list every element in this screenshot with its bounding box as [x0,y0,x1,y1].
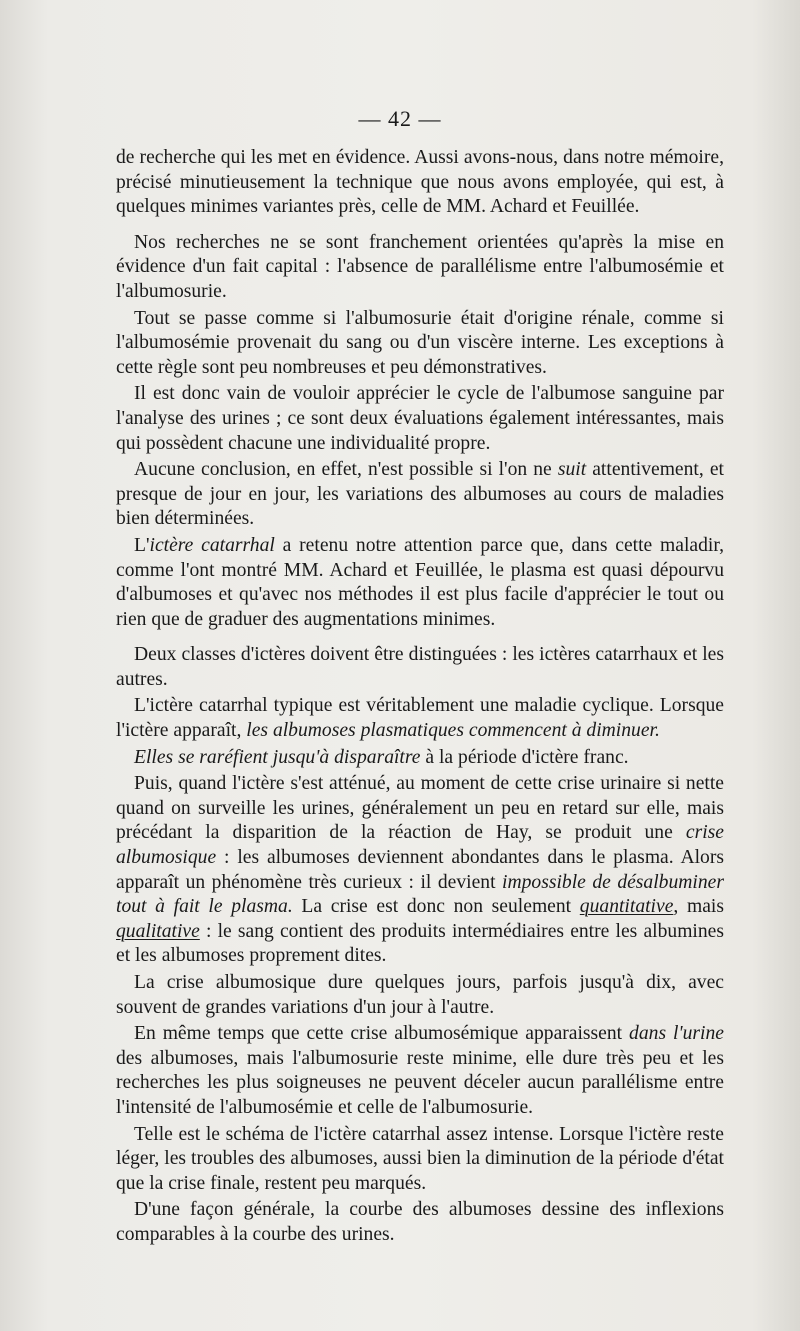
text-run: des albumoses, mais l'albumosurie reste minime, elle dure très peu et les recherches les plus soigneuses ne peuvent déceler aucun parallélisme entre l'intensité de l'albumosémie et celle de l'albumosurie. [116,1047,724,1118]
italic-run: Elles se raréfient jusqu'à disparaître [134,746,421,768]
italic-run: quantitative [579,896,674,918]
text-run: de recherche qui les met en évidence. Aussi avons-nous, dans notre mémoire, précisé minutieusement la technique que nous avons employée, qui est, à quelques minimes variantes près, celle de MM. Achard et Feuillée. [116,147,724,218]
text-run: Deux classes d'ictères doivent être distinguées : les ictères catarrhaux et les autres. [116,644,724,690]
paragraph [116,1022,724,1120]
paragraph [116,307,724,381]
page-number: — 42 — [358,106,442,131]
text-run: Puis, quand l'ictère s'est atténué, au moment de cette crise urinaire si nette quand on surveille les urines, généralement un peu en retard sur elle, mais précédant la disparition de la réaction de Hay, se produit une [116,773,724,844]
text-run: La crise albumosique dure quelques jours, parfois jusqu'à dix, avec souvent de grandes variations d'un jour à l'autre. [116,972,724,1018]
text-run: : le sang contient des produits intermédiaires entre les albumines et les albumoses proprement dites. [116,920,724,967]
italic-run: dans l'urine [629,1023,724,1045]
paragraph [116,382,724,456]
text-run: Telle est le schéma de l'ictère catarrhal assez intense. Lorsque l'ictère reste léger, les troubles des albumoses, aussi bien la diminution de la période d'état que la crise finale, restent peu marqués. [116,1123,724,1194]
text-run: attentivement, et presque de jour en jour, les variations des albumoses au cours de maladies bien déterminées. [116,459,724,530]
paragraph [116,458,724,532]
text-run: à la période d'ictère franc. [420,746,629,768]
text-run: : les albumoses deviennent abondantes dans le plasma. Alors apparaît un phénomène très curieux : il devient [116,847,724,893]
text-run: En même temps que cette crise albumosémique apparaissent [134,1023,630,1045]
italic-run: les albumoses plasmatiques commencent à diminuer. [246,720,660,742]
paragraph [116,971,724,1020]
text-run: D'une façon générale, la courbe des albumoses dessine des inflexions comparables à la courbe des urines. [116,1199,724,1245]
text-run: L'ictère catarrhal typique est véritablement une maladie cyclique. Lorsque l'ictère apparaît, [116,695,724,742]
body-text [116,146,724,1248]
paragraph [116,1198,724,1247]
text-run: a retenu notre attention parce que, dans cette maladir, comme l'ont montré MM. Achard et Feuillée, le plasma est quasi dépourvu d'albumoses et qu'avec nos méthodes il est plus facile d'apprécier le tout ou rien que de graduer des augmentations minimes. [116,534,724,630]
text-run: Nos recherches ne se sont franchement orientées qu'après la mise en évidence d'un fait capital : l'absence de parallélisme entre l'albumosémie et l'albumosurie. [116,231,724,302]
paragraph [116,694,724,743]
italic-run: ictère catarrhal [149,534,275,556]
text-run: Il est donc vain de vouloir apprécier le cycle de l'albumose sanguine par l'analyse des urines ; ce sont deux évaluations également intéressantes, mais qui possèdent chacune une individualité propre. [116,383,724,454]
text-run: L' [134,534,150,556]
italic-run: qualitative [116,920,200,942]
paragraph [116,1123,724,1197]
paragraph [116,534,724,632]
italic-run: crise albumosique [116,822,724,869]
paragraph [116,643,724,692]
italic-run: suit [557,459,587,481]
paragraph [116,146,724,220]
paragraph [116,231,724,305]
text-run: Aucune conclusion, en effet, n'est possible si l'on ne [134,459,558,481]
paragraph [116,746,724,771]
paragraph [116,772,724,969]
italic-run: impossible de désalbuminer tout à fait le plasma. [116,871,724,918]
text-run: La crise est donc non seulement [292,896,580,918]
text-run: Tout se passe comme si l'albumosurie était d'origine rénale, comme si l'albumosémie provenait du sang ou d'un viscère interne. Les exceptions à cette règle sont peu nombreuses et peu démonstratives. [116,307,724,378]
text-run: , mais [673,896,724,918]
